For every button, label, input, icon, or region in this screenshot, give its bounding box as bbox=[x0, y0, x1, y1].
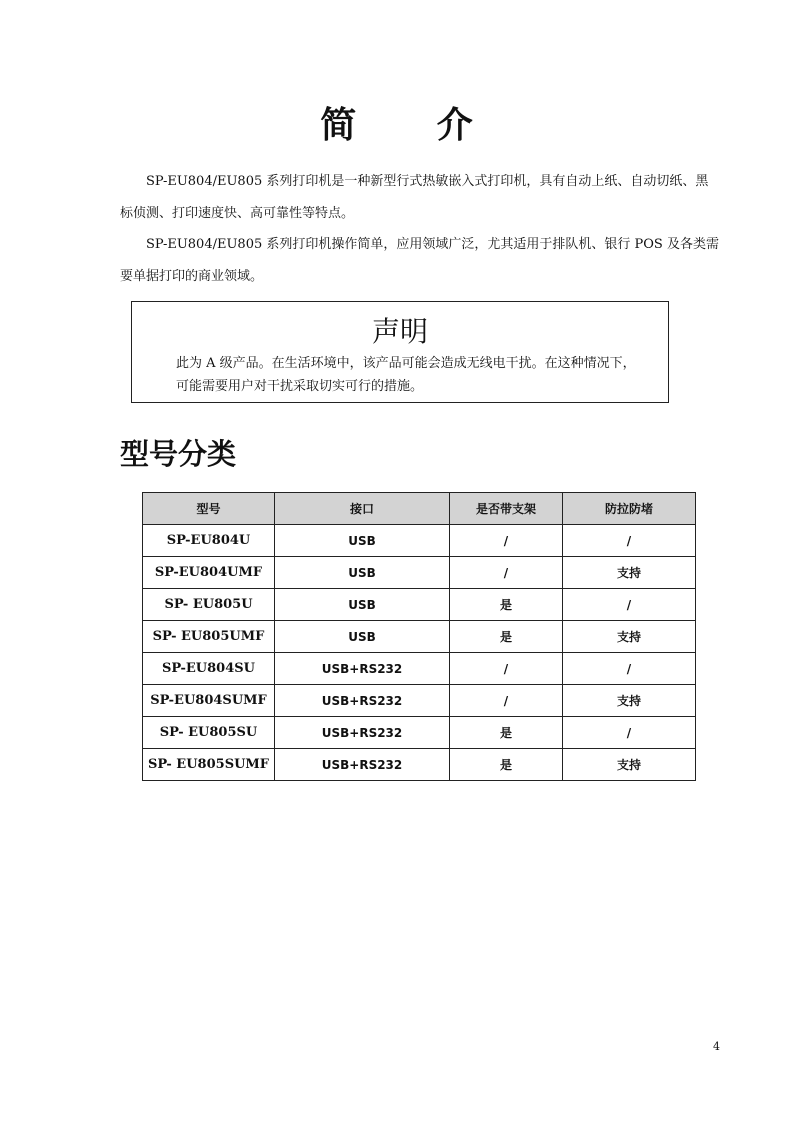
cell-interface: USB bbox=[275, 525, 450, 557]
table-row bbox=[143, 621, 696, 653]
cell-interface: USB bbox=[275, 621, 450, 653]
table-row bbox=[143, 685, 696, 717]
cell-anti-jam: / bbox=[563, 525, 696, 557]
cell-model: SP- EU805UMF bbox=[143, 621, 275, 653]
cell-stand: 是 bbox=[450, 749, 563, 781]
header-model: 型号 bbox=[143, 493, 275, 525]
cell-interface: USB bbox=[275, 589, 450, 621]
section-heading-model-classification: 型号分类 bbox=[120, 437, 237, 471]
intro-paragraph-2 bbox=[120, 229, 720, 293]
cell-anti-jam: 支持 bbox=[563, 621, 696, 653]
table-row bbox=[143, 589, 696, 621]
intro-paragraph-1 bbox=[120, 166, 720, 230]
cell-stand: / bbox=[450, 525, 563, 557]
cell-anti-jam: 支持 bbox=[563, 557, 696, 589]
table-row bbox=[143, 749, 696, 781]
table-row bbox=[143, 653, 696, 685]
cell-anti-jam: 支持 bbox=[563, 685, 696, 717]
notice-text: 此为 A 级产品。在生活环境中，该产品可能会造成无线电干扰。在这种情况下，可能需要用户对干扰采取切实可行的措施。 bbox=[176, 356, 636, 394]
cell-model: SP-EU804SUMF bbox=[143, 685, 275, 717]
model-table bbox=[142, 492, 696, 781]
notice-title: 声明 bbox=[371, 315, 428, 348]
intro-paragraph-2-text: SP-EU804/EU805 系列打印机操作简单，应用领域广泛，尤其适用于排队机、银行 POS 及各类需要单据打印的商业领域。 bbox=[120, 237, 719, 284]
cell-interface: USB+RS232 bbox=[275, 653, 450, 685]
table-header-row bbox=[143, 493, 696, 525]
model-table-body bbox=[143, 525, 696, 781]
table-row bbox=[143, 717, 696, 749]
cell-anti-jam: 支持 bbox=[563, 749, 696, 781]
cell-interface: USB+RS232 bbox=[275, 685, 450, 717]
cell-anti-jam: / bbox=[563, 653, 696, 685]
model-table-header bbox=[143, 493, 696, 525]
cell-model: SP-EU804UMF bbox=[143, 557, 275, 589]
cell-model: SP- EU805SUMF bbox=[143, 749, 275, 781]
table-row bbox=[143, 557, 696, 589]
header-interface: 接口 bbox=[275, 493, 450, 525]
cell-stand: / bbox=[450, 557, 563, 589]
cell-model: SP-EU804SU bbox=[143, 653, 275, 685]
page-title: 简 介 bbox=[320, 104, 507, 146]
cell-stand: / bbox=[450, 653, 563, 685]
cell-stand: 是 bbox=[450, 621, 563, 653]
cell-anti-jam: / bbox=[563, 717, 696, 749]
cell-model: SP-EU804U bbox=[143, 525, 275, 557]
table-row bbox=[143, 525, 696, 557]
cell-interface: USB bbox=[275, 557, 450, 589]
cell-model: SP- EU805U bbox=[143, 589, 275, 621]
cell-interface: USB+RS232 bbox=[275, 717, 450, 749]
cell-interface: USB+RS232 bbox=[275, 749, 450, 781]
notice-box bbox=[131, 301, 669, 403]
cell-stand: 是 bbox=[450, 717, 563, 749]
header-stand: 是否带支架 bbox=[450, 493, 563, 525]
cell-model: SP- EU805SU bbox=[143, 717, 275, 749]
cell-anti-jam: / bbox=[563, 589, 696, 621]
intro-paragraph-1-text: SP-EU804/EU805 系列打印机是一种新型行式热敏嵌入式打印机，具有自动上纸、自动切纸、黑标侦测、打印速度快、高可靠性等特点。 bbox=[120, 174, 709, 221]
cell-stand: / bbox=[450, 685, 563, 717]
page-number: 4 bbox=[713, 1040, 720, 1053]
cell-stand: 是 bbox=[450, 589, 563, 621]
header-anti-jam: 防拉防堵 bbox=[563, 493, 696, 525]
